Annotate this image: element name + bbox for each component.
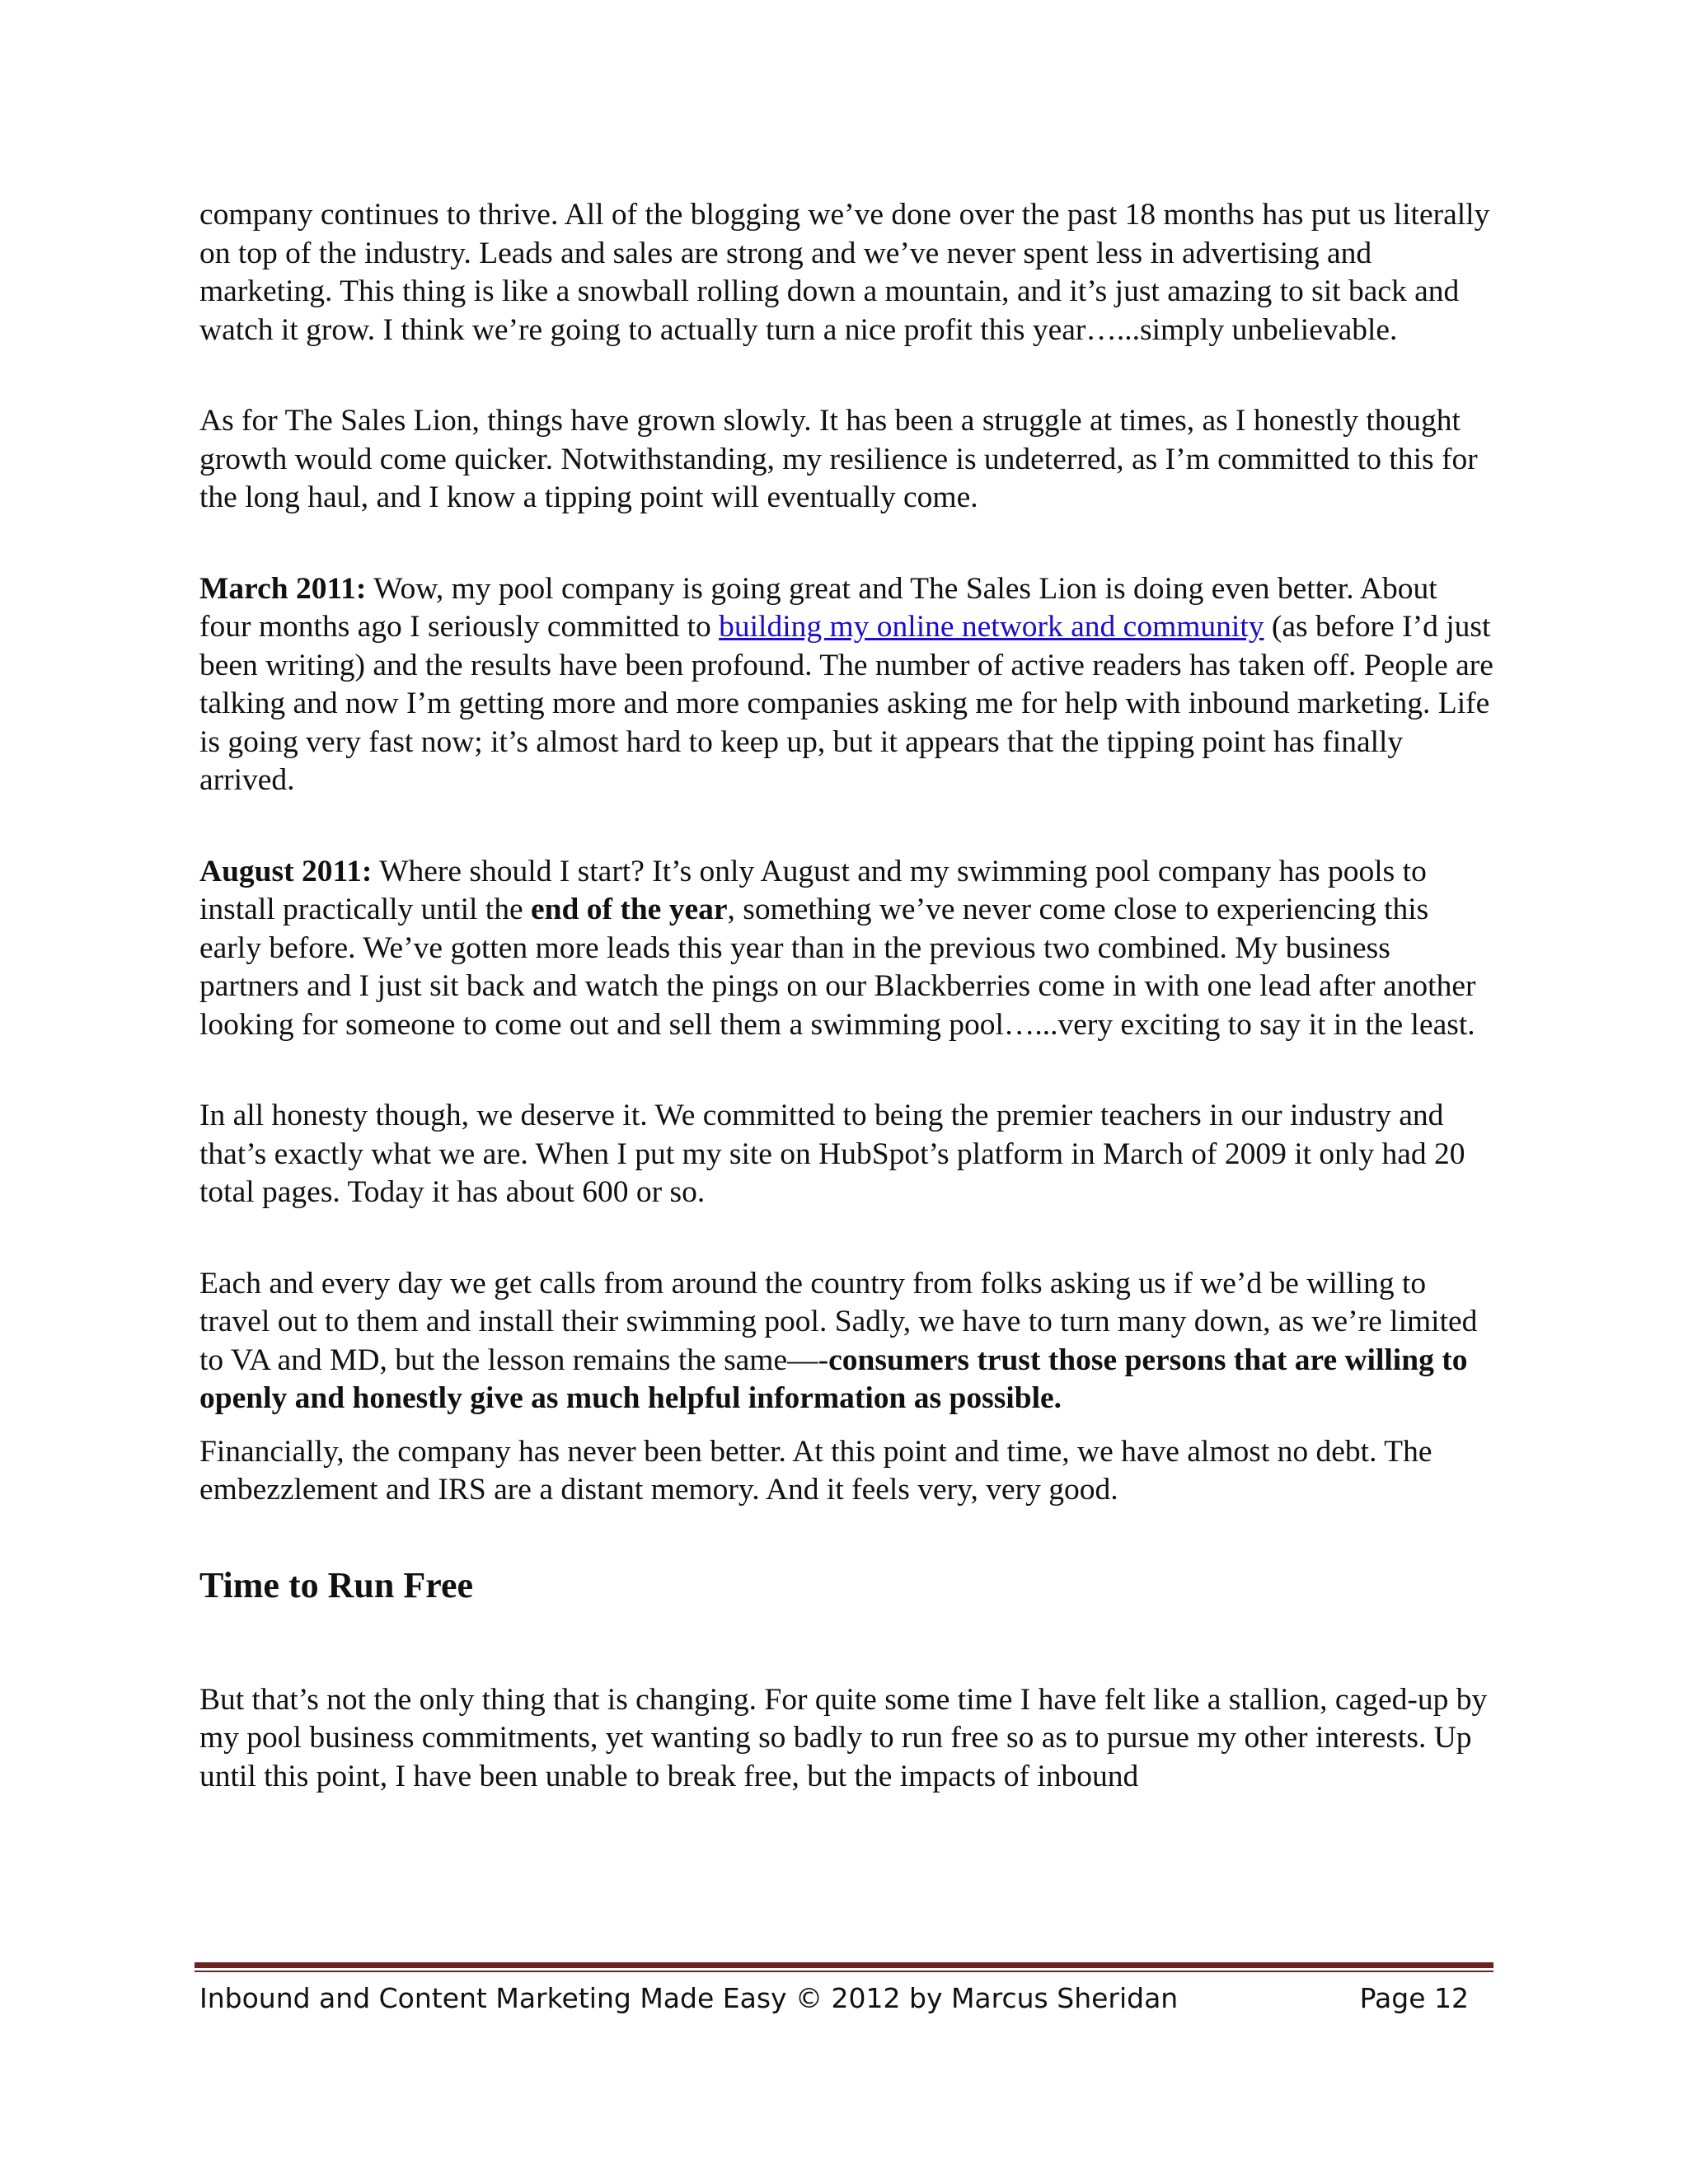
footer-divider [195,1962,1493,1968]
paragraph-august-2011 [199,853,1493,1045]
paragraph-company-thrive: company continues to thrive. All of the blogging we’ve done over the past 18 months has put us literally on top of the industry. Leads and sales are strong and we’ve never spent less in advertising and marketing. This thing is like a snowball rolling down a mountain, and it’s just amazing to sit back and watch it grow. I think we’re going to actually turn a nice profit this year…...simply unbelievable. [199,198,1490,347]
page-footer [199,1978,1469,2019]
paragraph-financially: Financially, the company has never been better. At this point and time, we have almost no debt. The embezzlement and IRS are a distant memory. And it feels very, very good. [199,1434,1432,1507]
section-heading: Time to Run Free [199,1564,473,1605]
august-2011-text-before: Where should I start? It’s only August and my swimming pool company has pools to install practically until the [199,854,1427,926]
march-2011-text-after: (as before I’d just been writing) and the results have been profound. The number of active readers has taken off. People are talking and now I’m getting more and more companies asking me for help with inbound marketing. Life is going very fast now; it’s almost hard to keep up, but it appears that the tipping point has finally arrived. [199,610,1493,797]
online-network-link[interactable]: building my online network and community [719,610,1264,644]
paragraph-march-2011 [199,570,1493,800]
page-number: Page 12 [1359,1982,1469,2014]
footer-title: Inbound and Content Marketing Made Easy © 2012 by Marcus Sheridan [199,1982,1179,2014]
august-2011-label: August 2011: [199,854,373,888]
march-2011-text-before: Wow, my pool company is going great and The Sales Lion is doing even better. About four months ago I seriously committed to [199,571,1437,644]
paragraph-run-free: But that’s not the only thing that is changing. For quite some time I have felt like a stallion, caged-up by my pool business commitments, yet wanting so badly to run free so as to pursue my other interests. Up until this point, I have been unable to break free, but the impacts of inbound [199,1682,1488,1793]
paragraph-calls-country [199,1265,1493,1418]
end-of-year-emphasis: end of the year [530,893,728,926]
paragraph-sales-lion-growth: As for The Sales Lion, things have grown slowly. It has been a struggle at times, as I honestly thought growth would come quicker. Notwithstanding, my resilience is undeterred, as I’m committed to this for the long haul, and I know a tipping point will eventually come. [199,404,1478,514]
august-2011-text-after: , something we’ve never come close to experiencing this early before. We’ve gotten more leads this year than in the previous two combined. My business partners and I just sit back and watch the pings on our Blackberries come in with one lead after another looking for someone to come out and sell them a swimming pool…...very exciting to say it in the least. [199,893,1476,1042]
consumers-trust-emphasis: consumers trust those persons that are willing to openly and honestly give as much helpful information as possible. [199,1343,1468,1415]
page-body [199,196,1493,1849]
march-2011-label: March 2011: [199,571,367,606]
paragraph-honesty: In all honesty though, we deserve it. We committed to being the premier teachers in our industry and that’s exactly what we are. When I put my site on HubSpot’s platform in March of 2009 it only had 20 total pages. Today it has about 600 or so. [199,1099,1465,1209]
footer-divider-thin [195,1971,1493,1972]
calls-country-text: Each and every day we get calls from around the country from folks asking us if we’d be willing to travel out to them and install their swimming pool. Sadly, we have to turn many down, as we’re limited to VA and MD, but the lesson remains the same—- [199,1266,1478,1377]
